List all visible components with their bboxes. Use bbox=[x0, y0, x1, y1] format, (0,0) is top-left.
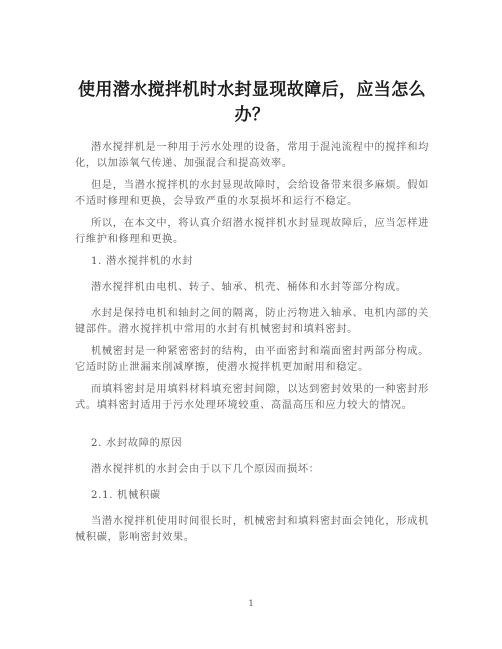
intro-paragraph-2: 但是，当潜水搅拌机的水封显现故障时，会给设备带来很多麻烦。假如不适时修理和更换，会导致严重的水泵损坏和运行不稳定。 bbox=[75, 180, 429, 207]
section-1-paragraph-2: 水封是保持电机和轴封之间的隔离，防止污物进入轴承、电机内部的关键部件。潜水搅拌机中常用的水封有机械密封和填料密封。 bbox=[75, 308, 429, 335]
section-1-paragraph-1: 潜水搅拌机由电机、转子、轴承、机壳、桶体和水封等部分构成。 bbox=[91, 282, 407, 293]
section-2-1-paragraph-1: 当潜水搅拌机使用时间很长时，机械密封和填料密封面会钝化，形成机械积碳，影响密封效果。 bbox=[75, 516, 429, 543]
page-number: 1 bbox=[248, 599, 254, 608]
section-1-paragraph-4: 而填料密封是用填料材料填充密封间隙，以达到密封效果的一种密封形式。填料密封适用于污水处理环境较重、高温高压和应力较大的情况。 bbox=[75, 384, 429, 411]
intro-paragraph-3: 所以，在本文中，将认真介绍潜水搅拌机水封显现故障后，应当怎样进行维护和修理和更换。 bbox=[75, 218, 429, 245]
intro-paragraph-1: 潜水搅拌机是一种用于污水处理的设备，常用于混沌流程中的搅拌和均化，以加添氧气传递、加强混合和提高效率。 bbox=[75, 142, 429, 169]
section-2-heading: 2. 水封故障的原因 bbox=[91, 438, 183, 449]
section-2-paragraph-1: 潜水搅拌机的水封会由于以下几个原因而损坏： bbox=[91, 464, 320, 475]
section-1-heading: 1. 潜水搅拌机的水封 bbox=[91, 256, 194, 267]
document-title: 使用潜水搅拌机时水封显现故障后，应当怎么办？ bbox=[78, 80, 426, 125]
section-2-1-heading: 2.1. 机械积碳 bbox=[91, 490, 161, 501]
section-1-paragraph-3: 机械密封是一种紧密密封的结构，由平面密封和端面密封两部分构成。它适时防止泄漏来削减摩擦，使潜水搅拌机更加耐用和稳定。 bbox=[75, 346, 429, 373]
